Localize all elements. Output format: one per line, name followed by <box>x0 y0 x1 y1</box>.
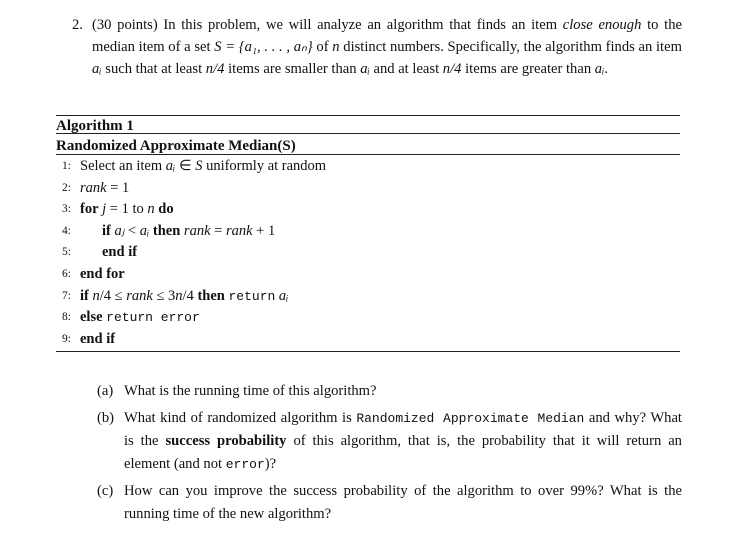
algorithm-title: Algorithm 1 <box>56 118 134 134</box>
algorithm-title-rule <box>56 133 680 134</box>
line-code <box>80 178 129 200</box>
line-number: 2: <box>62 181 71 194</box>
algorithm-line <box>56 221 680 243</box>
code-token: if <box>102 222 111 239</box>
question-a-text: What is the running time of this algorithm? <box>124 383 377 399</box>
algorithm-line <box>56 307 680 329</box>
line-code <box>80 286 288 308</box>
algorithm-line <box>56 156 680 178</box>
close-enough-emphasis: close enough <box>562 17 642 33</box>
code-token: then <box>197 287 225 304</box>
line-code <box>80 329 115 351</box>
algorithm-line <box>56 329 680 351</box>
code-token: Select an item <box>80 158 166 174</box>
line-number: 5: <box>62 246 71 259</box>
question-b: (b) What kind of randomized algorithm is Randomized Approximate Median and why? What is the success probability of this algorithm, that is, the probability that it will return an element (and not error)? <box>97 407 682 477</box>
code-token: ∈ <box>175 158 196 174</box>
code-token: rank <box>225 222 253 239</box>
error-code: error <box>225 456 265 472</box>
code-token: j <box>102 201 107 218</box>
code-token: end if <box>80 330 116 347</box>
success-probability-term: success probability <box>165 433 287 449</box>
question-a <box>97 380 682 403</box>
set-expression: S = {a₁, . . . , aₙ} <box>214 39 313 55</box>
line-number: 8: <box>62 311 71 324</box>
algorithm-bottom-rule <box>56 351 680 352</box>
code-token: if <box>80 287 89 304</box>
question-c-text: How can you improve the success probability of the algorithm to over 99%? What is the running time of the new algorithm? <box>124 483 682 522</box>
algorithm-line <box>56 286 680 308</box>
line-number: 9: <box>62 332 71 345</box>
code-token: /4 <box>182 287 198 304</box>
algorithm-name: Randomized Approximate Median(S) <box>56 138 296 154</box>
line-code <box>102 221 275 243</box>
code-token: = <box>210 222 226 239</box>
line-code <box>80 264 125 286</box>
line-number: 3: <box>62 203 71 216</box>
algorithm-header <box>56 116 680 156</box>
question-c <box>97 480 682 525</box>
line-number: 1: <box>62 160 71 172</box>
problem-points: (30 points) <box>92 17 158 33</box>
line-code <box>80 156 326 178</box>
code-token: for <box>80 201 99 218</box>
code-token: do <box>158 201 174 218</box>
algorithm-line <box>56 242 680 264</box>
question-c-label: (c) <box>97 483 114 499</box>
line-number: 6: <box>62 267 71 280</box>
line-number: 7: <box>62 289 71 302</box>
code-token: /4 ≤ <box>99 287 127 304</box>
algorithm-line <box>56 264 680 286</box>
code-token: return <box>228 288 276 304</box>
code-token: aᵢ <box>139 222 150 239</box>
question-b-label: (b) <box>97 409 115 426</box>
algorithm-line <box>56 178 680 200</box>
code-token: then <box>152 222 181 239</box>
code-token: n <box>147 201 155 218</box>
code-token: = 1 <box>106 179 130 196</box>
question-a-label: (a) <box>97 383 114 399</box>
line-code <box>80 199 174 221</box>
code-token: ≤ 3 <box>152 287 176 304</box>
code-token: aᵢ <box>278 287 289 304</box>
code-token: end if <box>102 244 138 261</box>
line-number: 4: <box>62 224 71 237</box>
algorithm-line <box>56 199 680 221</box>
code-token: else <box>80 309 103 326</box>
code-token: n <box>175 287 183 304</box>
line-code <box>102 242 137 264</box>
algorithm-body <box>56 156 680 350</box>
code-token: rank <box>80 179 107 196</box>
code-token: = 1 to <box>106 201 148 218</box>
code-token: aᵢ <box>165 158 176 174</box>
code-token: aⱼ <box>114 222 125 239</box>
code-token: end for <box>80 265 125 282</box>
code-token: < <box>124 222 140 239</box>
problem-number: 2. <box>72 17 83 33</box>
code-token: return error <box>106 310 200 326</box>
code-token: rank <box>183 222 211 239</box>
code-token: n <box>92 287 100 304</box>
code-token: rank <box>126 287 153 304</box>
problem-statement <box>72 14 682 80</box>
code-token: + 1 <box>252 222 276 239</box>
problem-body: (30 points) In this problem, we will analyze an algorithm that finds an item close enough to the median item of a set S = {a₁, . . . , aₙ} of n distinct numbers. Specifically, the algorithm finds an item aᵢ such that at least n/4 items are smaller than aᵢ and at least n/4 items are greater than aᵢ. <box>92 17 682 77</box>
algorithm-name-code: Randomized Approximate Median <box>356 410 585 426</box>
code-token: uniformly at random <box>202 158 327 174</box>
code-token: S <box>195 158 203 174</box>
line-code <box>80 307 200 329</box>
question-list <box>97 380 682 529</box>
algorithm-name-rule <box>56 154 680 155</box>
